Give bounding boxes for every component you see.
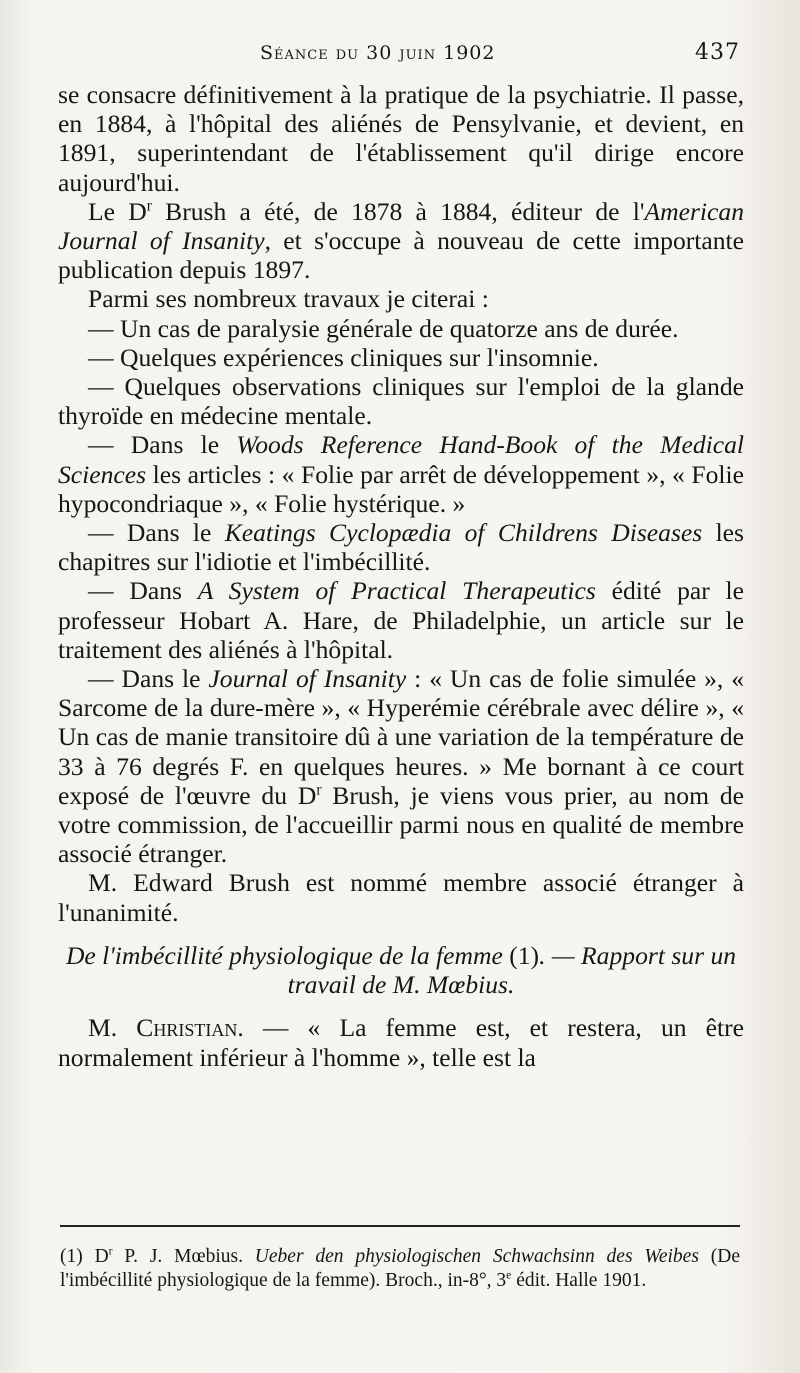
paragraph: Parmi ses nombreux travaux je citerai : [88,284,489,314]
list-item: — Dans le Woods Reference Hand-Book of the Medical Sciences les articles : « Folie par arrêt de développement », « Folie hypocondriaque », « Folie hystérique. » [58,430,744,518]
book-title: A System of Practical Therapeutics [197,576,596,606]
page-number: 437 [695,40,740,65]
page-body [58,80,744,1072]
footnote-divider [60,1225,740,1227]
paragraph: M. Christian. — « La femme est, et restera, un être normalement inférieur à l'homme », telle est la [58,1013,744,1072]
paragraph: M. Edward Brush est nommé membre associé étranger à l'unanimité. [58,868,744,927]
page-header [60,36,740,66]
running-title: Séance du 30 juin 1902 [260,42,496,64]
footnote: (1) $D^r$ P. J. Mœbius. Ueber den physiologischen Schwachsinn des Weibes (De l'imbécillité physiologique de la femme). Broch., in-8°, 3e édit. Halle 1901. [60,1244,740,1291]
list-item: — Dans le Journal of Insanity : « Un cas de folie simulée », « Sarcome de la dure-mère », « Hyperémie cérébrale avec délire », « Un cas de manie transitoire dû à une variation de la température de 33 à 76 degrés F. en quelques heures. » Me bornant à ce court exposé de l'œuvre du $D^r$ Brush, je viens vous prier, au nom de votre commission, de l'accueillir parmi nous en qualité de membre associé étranger. [58,664,745,869]
journal-title: Journal of Insanity [208,664,407,694]
book-title: Keatings Cyclopædia of Childrens Diseases [224,518,703,548]
speaker-name: M. Christian [88,1013,238,1043]
list-item: — Un cas de paralysie générale de quatorze ans de durée. [88,313,679,343]
list-item: — Dans le Keatings Cyclopædia of Childrens Diseases les chapitres sur l'idiotie et l'imbécillité. [58,518,745,577]
footnote-reference: (1) [502,940,540,970]
paragraph: Le $D^r$ Brush a été, de 1878 à 1884, éditeur de l'American Journal of Insanity, et s'occupe à nouveau de cette importante publication depuis 1897. [58,196,745,285]
book-title: Ueber den physiologischen Schwachsinn des Weibes [254,1246,699,1267]
list-item: — Dans A System of Practical Therapeutics édité par le professeur Hobart A. Hare, de Philadelphie, un article sur le traitement des aliénés à l'hôpital. [58,576,745,664]
book-title: Woods Reference Hand-Book of the Medical Sciences [58,430,744,489]
journal-title: American Journal of Insanity [58,196,745,256]
paragraph: se consacre définitivement à la pratique de la psychiatrie. Il passe, en 1884, à l'hôpital des aliénés de Pensylvanie, et devient, en 1891, superintendant de l'établissement qu'il dirige encore aujourd'hui. [58,80,744,197]
section-title: De l'imbécillité physiologique de la femme (1). — Rapport sur un travail de M. Mœbius. [65,940,737,1000]
list-item: — Quelques expériences cliniques sur l'insomnie. [88,342,599,372]
list-item: — Quelques observations cliniques sur l'emploi de la glande thyroïde en médecine mentale. [58,372,744,431]
